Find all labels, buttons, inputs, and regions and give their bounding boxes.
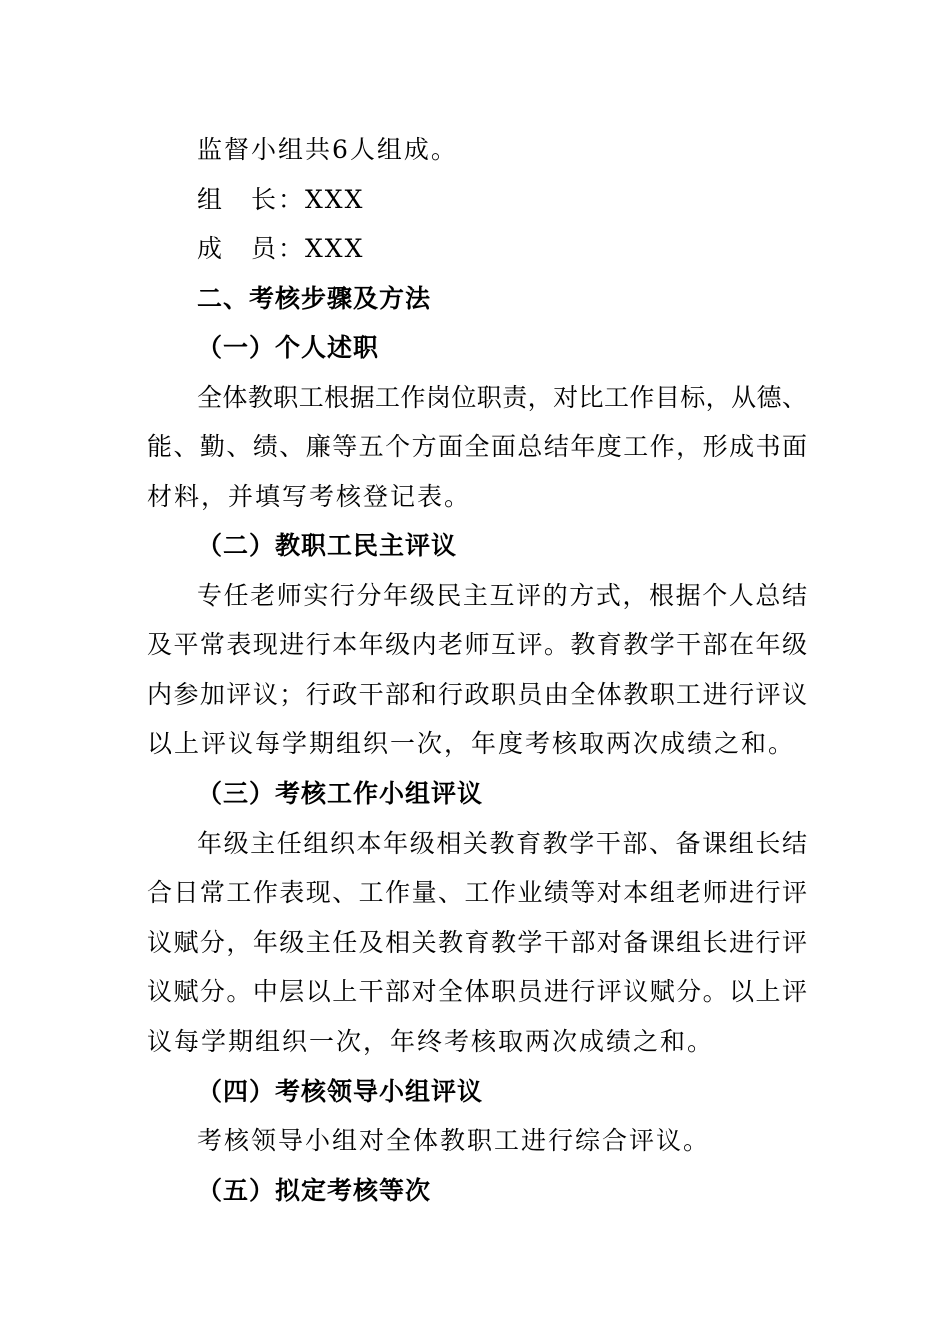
- paragraph-line: 议每学期组织一次，年终考核取两次成绩之和。: [147, 1027, 715, 1056]
- paragraph-line: 年级主任组织本年级相关教育教学干部、备课组长结: [197, 829, 807, 858]
- paragraph-line: 以上评议每学期组织一次，年度考核取两次成绩之和。: [147, 729, 796, 758]
- sub2-title: （二）教职工民主评议: [197, 531, 458, 560]
- sub4-title: （四）考核领导小组评议: [197, 1077, 484, 1106]
- paragraph-line: 合日常工作表现、工作量、工作业绩等对本组老师进行评: [147, 878, 807, 907]
- paragraph-line: 专任老师实行分年级民主互评的方式，根据个人总结: [197, 581, 807, 610]
- paragraph-line: 材料，并填写考核登记表。: [147, 482, 472, 511]
- paragraph-line: 及平常表现进行本年级内老师互评。教育教学干部在年级: [147, 630, 807, 659]
- paragraph-line: 内参加评议；行政干部和行政职员由全体教职工进行评议: [147, 680, 807, 709]
- sub1-title: （一）个人述职: [197, 333, 380, 362]
- sub3-title: （三）考核工作小组评议: [197, 779, 484, 808]
- section-title: 二、考核步骤及方法: [197, 284, 432, 313]
- leader-line: 组 长：XXX: [197, 185, 365, 214]
- paragraph-line: 全体教职工根据工作岗位职责，对比工作目标，从德、: [197, 383, 807, 412]
- paragraph-line: 能、勤、绩、廉等五个方面全面总结年度工作，形成书面: [147, 432, 807, 461]
- members-intro: 监督小组共6人组成。: [197, 135, 458, 164]
- sub5-title: （五）拟定考核等次: [197, 1176, 432, 1205]
- paragraph-line: 考核领导小组对全体教职工进行综合评议。: [197, 1126, 711, 1155]
- member-line: 成 员：XXX: [197, 234, 365, 263]
- paragraph-line: 议赋分，年级主任及相关教育教学干部对备课组长进行评: [147, 928, 807, 957]
- paragraph-line: 议赋分。中层以上干部对全体职员进行评议赋分。以上评: [147, 977, 807, 1006]
